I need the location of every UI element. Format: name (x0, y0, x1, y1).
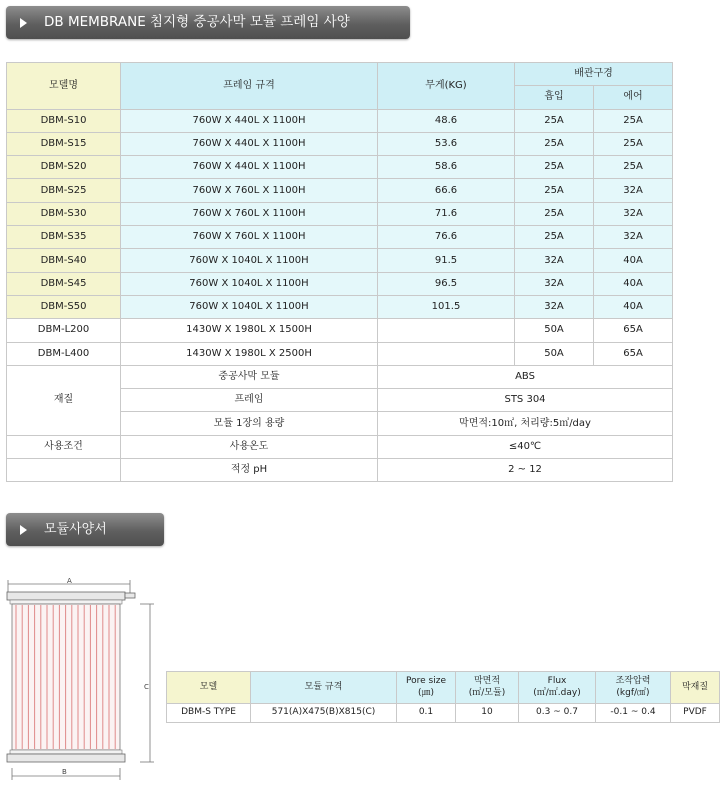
table-row (7, 342, 673, 365)
cell-model: DBM-S TYPE (167, 704, 251, 723)
cell-air: 32A (594, 226, 673, 249)
cell-suction: 32A (515, 272, 594, 295)
cell-frame: 760W X 440L X 1100H (121, 109, 378, 132)
table-row (7, 435, 673, 458)
cell-weight: 76.6 (378, 226, 515, 249)
conditions-label: 사용조건 (7, 435, 121, 458)
cell-weight (378, 319, 515, 342)
play-arrow-icon (20, 525, 27, 535)
table-row (167, 704, 720, 723)
table-row (7, 179, 673, 202)
module-spec-table (166, 671, 720, 723)
header-spec: 모듈 규격 (251, 672, 397, 704)
cell-weight: 71.6 (378, 202, 515, 225)
table-header-row (167, 672, 720, 704)
header-weight: 무게(KG) (378, 63, 515, 110)
cell-model: DBM-S10 (7, 109, 121, 132)
cell-item-name: 프레임 (121, 389, 378, 412)
cell-item-name: 적정 pH (121, 459, 378, 482)
cell-frame: 760W X 440L X 1100H (121, 132, 378, 155)
dimension-a (8, 578, 130, 594)
empty-cell (7, 459, 121, 482)
table-row (7, 156, 673, 179)
table-row (7, 459, 673, 482)
cell-suction: 25A (515, 156, 594, 179)
header-pressure: 조작압력 (kgf/㎠) (596, 672, 671, 704)
module-diagram (0, 578, 160, 809)
cell-air: 65A (594, 319, 673, 342)
table-row (7, 272, 673, 295)
cell-model: DBM-S15 (7, 132, 121, 155)
cell-flux: 0.3 ~ 0.7 (519, 704, 596, 723)
cell-item-value: 막면적:10㎡, 처리량:5㎥/day (378, 412, 673, 435)
cell-suction: 25A (515, 202, 594, 225)
cell-frame: 760W X 1040L X 1100H (121, 272, 378, 295)
header-material: 막재질 (671, 672, 720, 704)
table-row (7, 226, 673, 249)
cell-model: DBM-L400 (7, 342, 121, 365)
cell-weight: 91.5 (378, 249, 515, 272)
cell-air: 40A (594, 272, 673, 295)
cell-air: 32A (594, 179, 673, 202)
table-row (7, 319, 673, 342)
header-suction: 흡입 (515, 86, 594, 109)
cell-air: 40A (594, 249, 673, 272)
cell-frame: 760W X 440L X 1100H (121, 156, 378, 179)
table-row (7, 249, 673, 272)
cell-air: 25A (594, 132, 673, 155)
cell-weight: 53.6 (378, 132, 515, 155)
cell-air: 32A (594, 202, 673, 225)
cell-item-value: 2 ~ 12 (378, 459, 673, 482)
cell-frame: 1430W X 1980L X 1500H (121, 319, 378, 342)
dimension-b (12, 768, 120, 780)
cell-model: DBM-S45 (7, 272, 121, 295)
cell-model: DBM-L200 (7, 319, 121, 342)
cell-suction: 32A (515, 295, 594, 318)
cell-weight: 66.6 (378, 179, 515, 202)
cell-weight (378, 342, 515, 365)
cell-suction: 50A (515, 342, 594, 365)
header-flux: Flux (㎥/㎡.day) (519, 672, 596, 704)
cell-frame: 760W X 760L X 1100H (121, 226, 378, 249)
cell-suction: 25A (515, 132, 594, 155)
dimension-c (140, 604, 154, 762)
cell-suction: 25A (515, 226, 594, 249)
cell-suction: 25A (515, 179, 594, 202)
cell-air: 25A (594, 156, 673, 179)
cell-item-value: ≤40℃ (378, 435, 673, 458)
table-row (7, 295, 673, 318)
cell-weight: 96.5 (378, 272, 515, 295)
label-a: A (67, 578, 72, 585)
label-b: B (62, 768, 67, 776)
cell-item-value: ABS (378, 365, 673, 388)
section-title: DB MEMBRANE 침지형 중공사막 모듈 프레임 사양 (44, 14, 350, 30)
cell-frame: 760W X 760L X 1100H (121, 179, 378, 202)
section-header-module-spec (6, 513, 164, 546)
cell-model: DBM-S40 (7, 249, 121, 272)
table-header-row (7, 63, 673, 86)
cell-weight: 101.5 (378, 295, 515, 318)
cell-item-name: 중공사막 모듈 (121, 365, 378, 388)
header-pore-size: Pore size (㎛) (397, 672, 456, 704)
cell-weight: 48.6 (378, 109, 515, 132)
header-piping: 배관구경 (515, 63, 673, 86)
cell-model: DBM-S50 (7, 295, 121, 318)
cell-air: 65A (594, 342, 673, 365)
table-row (7, 109, 673, 132)
cell-air: 25A (594, 109, 673, 132)
cell-suction: 50A (515, 319, 594, 342)
label-c: C (144, 683, 149, 691)
header-frame: 프레임 규격 (121, 63, 378, 110)
cell-model: DBM-S35 (7, 226, 121, 249)
cell-weight: 58.6 (378, 156, 515, 179)
header-model: 모델 (167, 672, 251, 704)
cell-pressure: -0.1 ~ 0.4 (596, 704, 671, 723)
cell-frame: 760W X 760L X 1100H (121, 202, 378, 225)
material-label: 재질 (7, 365, 121, 435)
cell-item-name: 사용온도 (121, 435, 378, 458)
header-air: 에어 (594, 86, 673, 109)
cell-model: DBM-S20 (7, 156, 121, 179)
cell-model: DBM-S25 (7, 179, 121, 202)
cell-suction: 32A (515, 249, 594, 272)
cell-frame: 1430W X 1980L X 2500H (121, 342, 378, 365)
cell-air: 40A (594, 295, 673, 318)
cell-material: PVDF (671, 704, 720, 723)
section-title: 모듈사양서 (44, 522, 107, 537)
cell-frame: 760W X 1040L X 1100H (121, 295, 378, 318)
cell-model: DBM-S30 (7, 202, 121, 225)
cell-item-value: STS 304 (378, 389, 673, 412)
table-row (7, 365, 673, 388)
cell-spec: 571(A)X475(B)X815(C) (251, 704, 397, 723)
header-model: 모델명 (7, 63, 121, 110)
cell-pore-size: 0.1 (397, 704, 456, 723)
table-row (7, 132, 673, 155)
cell-suction: 25A (515, 109, 594, 132)
section-header-frame-spec (6, 6, 410, 39)
header-membrane-area: 막면적 (㎡/모듈) (456, 672, 519, 704)
cell-item-name: 모듈 1장의 용량 (121, 412, 378, 435)
module-frame (7, 592, 135, 762)
cell-frame: 760W X 1040L X 1100H (121, 249, 378, 272)
frame-spec-table (6, 62, 673, 482)
play-arrow-icon (20, 18, 27, 28)
table-row (7, 202, 673, 225)
cell-membrane-area: 10 (456, 704, 519, 723)
